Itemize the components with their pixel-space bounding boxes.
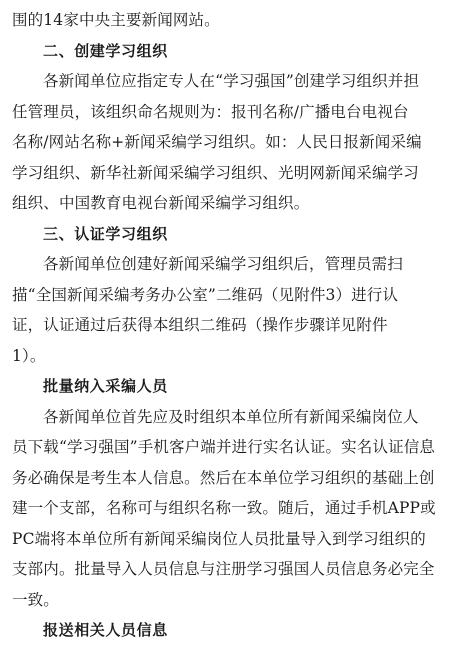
- section-heading: 批量纳入采编人员: [43, 377, 168, 395]
- body-text-line: 建一个支部，名称可与组织名称一致。随后，通过手机APP或: [12, 499, 436, 517]
- section-heading: 三、认证学习组织: [43, 224, 168, 243]
- body-text-line: 任管理员，该组织命名规则为：报刊名称/广播电台电视台: [12, 102, 409, 121]
- body-text-line: 各新闻单位创建好新闻采编学习组织后，管理员需扫: [43, 255, 403, 273]
- body-text-line: 描“全国新闻采编考务办公室”二维码（见附件3）进行认: [12, 285, 399, 304]
- body-text-line: 学习组织、新华社新闻采编学习组织、光明网新闻采编学习: [12, 163, 419, 182]
- body-text-line: 支部内。批量导入人员信息与注册学习强国人员信息务必完全: [12, 560, 435, 578]
- section-heading: 二、创建学习组织: [43, 41, 168, 60]
- body-text-line: 员下载“学习强国”手机客户端并进行实名认证。实名认证信息: [12, 438, 436, 456]
- body-text-line: 一致。: [12, 590, 59, 609]
- body-text-line: 各新闻单位首先应及时组织本单位所有新闻采编岗位人: [43, 407, 419, 426]
- body-text-line: 围的14家中央主要新闻网站。: [12, 11, 220, 29]
- body-text-line: 务必确保是考生本人信息。然后在本单位学习组织的基础上创: [12, 468, 435, 487]
- section-heading: 报送相关人员信息: [43, 621, 168, 639]
- body-text-line: 组织、中国教育电视台新闻采编学习组织。: [12, 194, 310, 212]
- body-text-line: 1）。: [12, 346, 46, 365]
- body-text-line: PC端将本单位所有新闻采编岗位人员批量导入到学习组织的: [12, 529, 426, 548]
- body-text-line: 各新闻单位应指定专人在“学习强国”创建学习组织并担: [43, 72, 420, 90]
- body-text-line: 证，认证通过后获得本组织二维码（操作步骤详见附件: [12, 316, 388, 334]
- body-text-line: 名称/网站名称+新闻采编学习组织。如：人民日报新闻采编: [12, 133, 422, 151]
